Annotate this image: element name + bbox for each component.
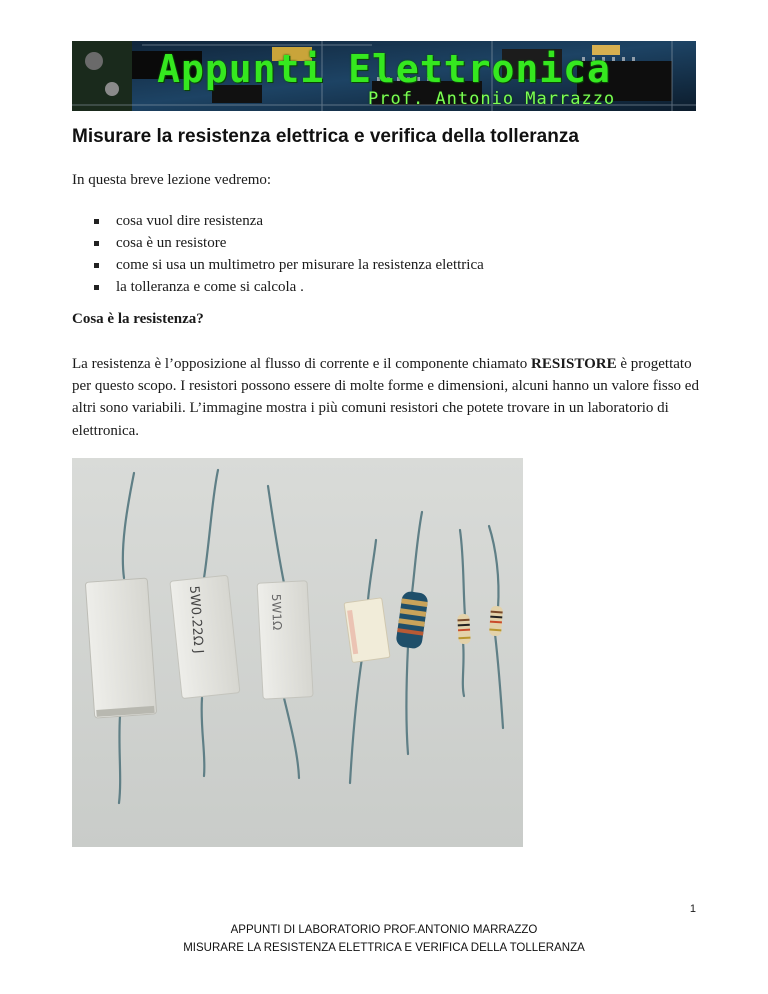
topics-list (72, 210, 484, 298)
footer-line-2: MISURARE LA RESISTENZA ELETTRICA E VERIFICA DELLA TOLLERANZA (183, 942, 585, 954)
header-banner (72, 41, 696, 111)
banner-subtitle: Prof. Antonio Marrazzo (368, 89, 616, 109)
resistore-bold: RESISTORE (531, 356, 617, 372)
body-paragraph (72, 353, 702, 442)
resistor-label-3: 5W1Ω (269, 593, 285, 631)
resistors-photo (72, 458, 523, 847)
footer-line-1: APPUNTI DI LABORATORIO PROF.ANTONIO MARRAZZO (230, 924, 538, 936)
list-item: la tolleranza e come si calcola . (72, 276, 484, 298)
list-item: come si usa un multimetro per misurare la resistenza elettrica (72, 254, 484, 276)
resistor-label-1: 5W0.22Ω J (186, 585, 206, 655)
page-number: 1 (689, 903, 696, 915)
paragraph-text-end: è progettato per questo scopo. I resistori possono essere di molte forme e dimensioni, alcuni hanno un valore fisso ed altri sono variabili. L’immagine mostra i più comuni resistori che potete trovare in un laboratorio di elettronica. (72, 356, 699, 439)
page-title: Misurare la resistenza elettrica e verifica della tolleranza (72, 126, 579, 147)
banner-title: Appunti Elettronica (157, 47, 611, 91)
intro-text: In questa breve lezione vedremo: (72, 172, 272, 188)
list-item: cosa vuol dire resistenza (72, 210, 484, 232)
footer (72, 921, 696, 957)
resistors-image (72, 458, 523, 847)
section-heading: Cosa è la resistenza? (72, 311, 204, 327)
paragraph-text-start: La resistenza è l’opposizione al flusso di corrente e il componente chiamato (72, 356, 532, 372)
list-item: cosa è un resistore (72, 232, 484, 254)
